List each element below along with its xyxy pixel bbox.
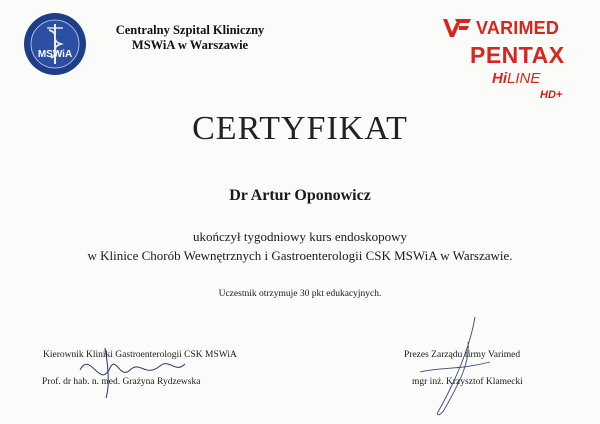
hospital-line-2: MSWiA w Warszawie: [131, 38, 249, 52]
course-line-2: w Klinice Chorób Wewnętrznych i Gastroenterologii CSK MSWiA w Warszawie.: [87, 248, 513, 263]
points-note: Uczestnik otrzymuje 30 pkt edukacyjnych.: [218, 289, 382, 299]
hd-badge: HD+: [540, 89, 563, 101]
left-signature: [70, 340, 190, 400]
right-signatory-role: Prezes Zarządu firmy Varimed: [404, 350, 521, 360]
hiline-logo: [492, 70, 540, 87]
varimed-logo: [442, 16, 559, 40]
logo-text: MSWiA: [37, 49, 73, 60]
certificate-title: CERTYFIKAT: [192, 110, 408, 147]
varimed-mark-icon: [442, 17, 472, 39]
hiline-hi: Hi: [492, 70, 507, 87]
course-line-1: ukończył tygodniowy kurs endoskopowy: [192, 229, 408, 244]
left-signatory-name: Prof. dr hab. n. med. Grażyna Rydzewska: [42, 377, 201, 387]
recipient-name: Dr Artur Oponowicz: [229, 187, 371, 204]
varimed-wordmark: VARIMED: [476, 17, 560, 38]
hiline-line: LINE: [507, 70, 541, 87]
hospital-line-1: Centralny Szpital Kliniczny: [115, 23, 265, 37]
pentax-logo: PENTAX: [470, 42, 565, 68]
left-signatory-role: Kierownik Kliniki Gastroenterologii CSK MSWiA: [43, 350, 237, 360]
hospital-name: [100, 23, 280, 53]
hospital-logo: [23, 12, 87, 76]
right-signature: [400, 312, 500, 422]
right-signatory-name: mgr inż. Krzysztof Klamecki: [412, 377, 523, 387]
